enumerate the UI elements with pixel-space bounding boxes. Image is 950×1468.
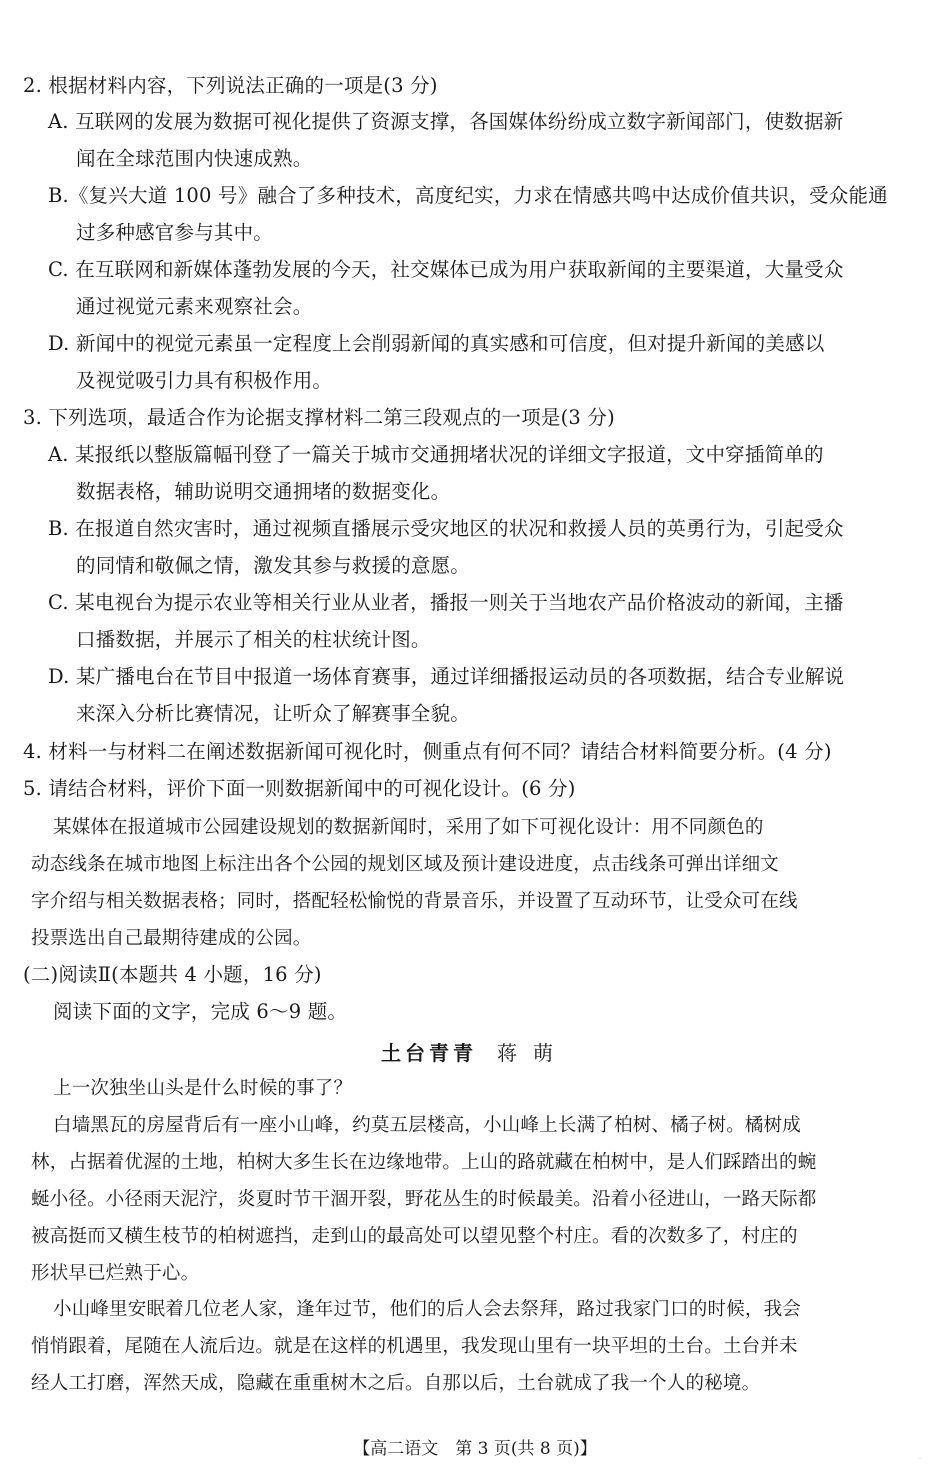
story-line: 林，占据着优渥的土地，柏树大多生长在边缘地带。上山的路就藏在柏树中，是人们踩踏出的蜿 <box>31 1152 817 1173</box>
q3-option-a-cont: 数据表格，辅助说明交通拥堵的数据变化。 <box>76 480 451 503</box>
q3-stem: 3. 下列选项，最适合作为论据支撑材料二第三段观点的一项是(3 分) <box>23 406 615 429</box>
q2-option-d-cont: 及视觉吸引力具有积极作用。 <box>76 369 333 392</box>
q5-passage-line: 字介绍与相关数据表格；同时，搭配轻松愉悦的背景音乐，并设置了互动环节，让受众可在线 <box>31 891 798 912</box>
q2-option-c: C. 在互联网和新媒体蓬勃发展的今天，社交媒体已成为用户获取新闻的主要渠道，大量受众 <box>48 258 844 281</box>
q2-option-b: B.《复兴大道 100 号》融合了多种技术，高度纪实，力求在情感共鸣中达成价值共识，受众能通 <box>48 184 888 207</box>
q3-option-b-cont: 的同情和敬佩之情，激发其参与救援的意愿。 <box>76 554 471 577</box>
q2-option-c-cont: 通过视觉元素来观察社会。 <box>76 295 313 318</box>
q5-passage-line: 动态线条在城市地图上标注出各个公园的规划区域及预计建设进度，点击线条可弹出详细文 <box>31 854 780 875</box>
q3-option-d: D. 某广播电台在节目中报道一场体育赛事，通过详细播报运动员的各项数据，结合专业解说 <box>48 665 845 688</box>
q3-option-c-cont: 口播数据，并展示了相关的柱状统计图。 <box>76 628 431 651</box>
story-line: 蜒小径。小径雨天泥泞，炎夏时节干涸开裂，野花丛生的时候最美。沿着小径进山，一路天际都 <box>31 1189 817 1210</box>
section2-heading: (二)阅读Ⅱ(本题共 4 小题，16 分) <box>23 963 322 986</box>
q5-stem: 5. 请结合材料，评价下面一则数据新闻中的可视化设计。(6 分) <box>23 777 576 800</box>
q3-option-d-cont: 来深入分析比赛情况，让听众了解赛事全貌。 <box>76 702 471 725</box>
q4-stem: 4. 材料一与材料二在阐述数据新闻可视化时，侧重点有何不同？请结合材料简要分析。(4 分) <box>23 740 832 763</box>
story-line: 上一次独坐山头是什么时候的事了？ <box>53 1078 353 1099</box>
story-line: 白墙黑瓦的房屋背后有一座小山峰，约莫五层楼高，小山峰上长满了柏树、橘子树。橘树成 <box>53 1115 802 1136</box>
section2-instruction: 阅读下面的文字，完成 6～9 题。 <box>53 1000 348 1023</box>
story-line: 悄悄跟着，尾随在人流后边。就是在这样的机遇里，我发现山里有一块平坦的土台。土台并未 <box>31 1336 798 1357</box>
q3-option-c: C. 某电视台为提示农业等相关行业从业者，播报一则关于当地农产品价格波动的新闻，主播 <box>48 591 844 614</box>
q2-stem: 2. 根据材料内容，下列说法正确的一项是(3 分) <box>23 74 438 97</box>
q5-passage-line: 投票选出自己最期待建成的公园。 <box>31 928 312 949</box>
corner-mark: .. <box>918 1454 922 1461</box>
q2-option-a: A. 互联网的发展为数据可视化提供了资源支撑，各国媒体纷纷成立数字新闻部门，使数据新 <box>48 110 844 133</box>
story-line: 被高挺而又横生枝节的柏树遮挡，走到山的最高处可以望见整个村庄。看的次数多了，村庄的 <box>31 1226 798 1247</box>
q3-option-a: A. 某报纸以整版篇幅刊登了一篇关于城市交通拥堵状况的详细文字报道，文中穿插简单的 <box>48 443 824 466</box>
story-line: 形状早已烂熟于心。 <box>31 1263 200 1284</box>
story-author: 蒋萌 <box>497 1041 569 1065</box>
story-title: 土台青青 <box>381 1041 477 1065</box>
page-footer: 【高二语文 第 3 页(共 8 页)】 <box>353 1439 597 1459</box>
story-line: 经人工打磨，浑然天成，隐藏在重重树木之后。自那以后，土台就成了我一个人的秘境。 <box>31 1373 761 1394</box>
q3-option-b: B. 在报道自然灾害时，通过视频直播展示受灾地区的状况和救援人员的英勇行为，引起受众 <box>48 517 844 540</box>
story-line: 小山峰里安眠着几位老人家，逢年过节，他们的后人会去祭拜，路过我家门口的时候，我会 <box>53 1299 802 1320</box>
q5-passage-line: 某媒体在报道城市公园建设规划的数据新闻时，采用了如下可视化设计：用不同颜色的 <box>53 817 764 838</box>
story-title-line <box>0 1040 950 1066</box>
q2-option-b-cont: 过多种感官参与其中。 <box>76 221 274 244</box>
q2-option-a-cont: 闻在全球范围内快速成熟。 <box>76 147 313 170</box>
q2-option-d: D. 新闻中的视觉元素虽一定程度上会削弱新闻的真实感和可信度，但对提升新闻的美感以 <box>48 332 825 355</box>
